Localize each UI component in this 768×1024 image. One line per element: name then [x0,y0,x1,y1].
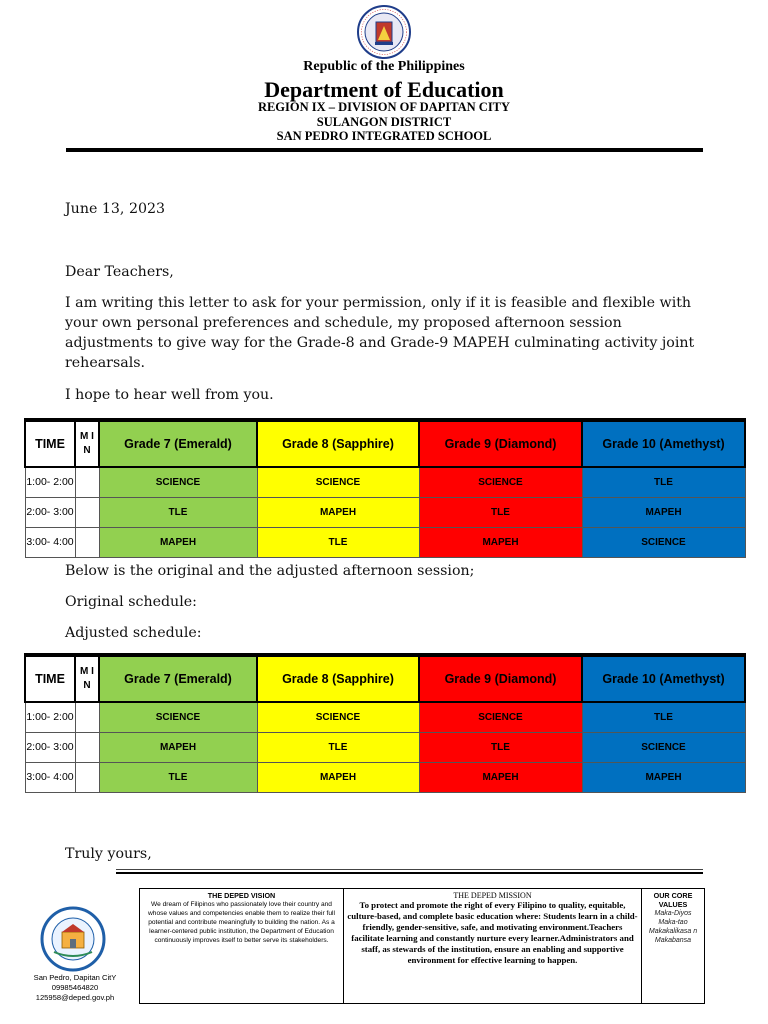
table-row [25,527,745,557]
grade9-cell: MAPEH [419,762,582,792]
vision-body: We dream of Filipinos who passionately love their country and whose values and competencies enable them to realize their full potential and contribute meaningfully to building the nation. As a learner-centered public institution, the Department of Education continuously improves itself to better serve its stakeholders. [148,901,335,944]
letter-body: I am writing this letter to ask for your permission, only if it is feasible and flexible with your own personal preferences and schedule, my proposed afternoon session adjustments to give way for the Grade-8 and Grade-9 MAPEH culminating activity joint rehearsals. [65,295,695,371]
mission-cell [344,889,642,1004]
grade7-cell: SCIENCE [99,467,257,497]
grade8-cell: SCIENCE [257,702,419,732]
grade8-cell: SCIENCE [257,467,419,497]
header-grade9: Grade 9 (Diamond) [419,420,582,467]
time-cell: 1:00- 2:00 [25,702,75,732]
grade8-cell: MAPEH [257,497,419,527]
time-cell: 1:00- 2:00 [25,467,75,497]
grade9-cell: SCIENCE [419,702,582,732]
grade8-cell: TLE [257,527,419,557]
header-time: TIME [25,420,75,467]
adjusted-schedule-label: Adjusted schedule: [65,625,202,641]
grade8-cell: TLE [257,732,419,762]
grade10-cell: TLE [582,467,745,497]
time-cell: 2:00- 3:00 [25,497,75,527]
footer-address-block [20,973,130,1003]
header-department: Department of Education [264,77,504,102]
header-district: SULANGON DISTRICT [316,115,452,129]
header-grade7: Grade 7 (Emerald) [99,655,257,702]
footer-address: San Pedro, Dapitan CitY [33,973,117,982]
core-value-item: Makakalikasa n [648,928,698,935]
grade7-cell: MAPEH [99,527,257,557]
vision-title: THE DEPED VISION [207,891,276,900]
min-cell [75,732,99,762]
min-cell [75,762,99,792]
vision-cell [140,889,344,1004]
header-grade7: Grade 7 (Emerald) [99,420,257,467]
header-republic: Republic of the Philippines [303,59,465,74]
min-cell [75,527,99,557]
grade10-cell: TLE [582,702,745,732]
letter-date: June 13, 2023 [65,201,166,217]
footer-phone: 09985464820 [51,983,99,992]
table-row [25,762,745,792]
header-min: M I N [75,655,99,702]
core-value-item: Maka-Diyos [654,910,692,917]
footer-vision-mission-table [139,888,705,1004]
table-row [25,702,745,732]
time-cell: 3:00- 4:00 [25,762,75,792]
mission-title: THE DEPED MISSION [453,891,532,900]
header-grade10: Grade 10 (Amethyst) [582,420,745,467]
mission-body: To protect and promote the right of every Filipino to quality, equitable, culture-based, and complete basic education where: Students learn in a child-friendly, gender-sensitive, safe, and motivating environment.Teachers facilitate learning and constantly nurture every learner.Administrators and staff, as stewards of the institution, ensure an enabling and supportive environment for effective learning to happen. [347,900,638,965]
letter-closing: Truly yours, [65,846,152,862]
grade9-cell: MAPEH [419,527,582,557]
header-time: TIME [25,655,75,702]
min-cell [75,702,99,732]
original-schedule-table [24,418,746,558]
header-grade8: Grade 8 (Sapphire) [257,420,419,467]
header-min: M I N [75,420,99,467]
min-cell [75,467,99,497]
school-logo-icon [40,906,106,972]
deped-seal-icon [352,4,416,60]
grade9-cell: TLE [419,497,582,527]
letter-hope: I hope to hear well from you. [65,387,274,403]
original-schedule-label: Original schedule: [65,594,197,610]
header-grade8: Grade 8 (Sapphire) [257,655,419,702]
grade7-cell: TLE [99,762,257,792]
min-cell [75,497,99,527]
time-cell: 3:00- 4:00 [25,527,75,557]
core-value-item: Maka-tao [658,919,688,926]
table-row [25,732,745,762]
core-values-title: OUR CORE VALUES [653,891,693,909]
footer-divider-thick [116,872,703,874]
letter-below: Below is the original and the adjusted afternoon session; [65,563,475,579]
adjusted-schedule-table [24,653,746,793]
letter-salutation: Dear Teachers, [65,264,174,280]
header-grade10: Grade 10 (Amethyst) [582,655,745,702]
grade7-cell: TLE [99,497,257,527]
grade7-cell: MAPEH [99,732,257,762]
grade10-cell: SCIENCE [582,527,745,557]
footer-divider [116,869,703,870]
header-region: REGION IX – DIVISION OF DAPITAN CITY [257,100,511,114]
core-value-item: Makabansa [654,937,692,944]
header-school: SAN PEDRO INTEGRATED SCHOOL [276,129,492,143]
grade9-cell: SCIENCE [419,467,582,497]
grade10-cell: SCIENCE [582,732,745,762]
grade9-cell: TLE [419,732,582,762]
grade10-cell: MAPEH [582,762,745,792]
table-row [25,497,745,527]
grade10-cell: MAPEH [582,497,745,527]
header-grade9: Grade 9 (Diamond) [419,655,582,702]
footer-email: 125958@deped.gov.ph [35,993,115,1002]
grade8-cell: MAPEH [257,762,419,792]
grade7-cell: SCIENCE [99,702,257,732]
header-divider [66,148,703,152]
table-row [25,467,745,497]
core-values-cell [642,889,705,1004]
time-cell: 2:00- 3:00 [25,732,75,762]
